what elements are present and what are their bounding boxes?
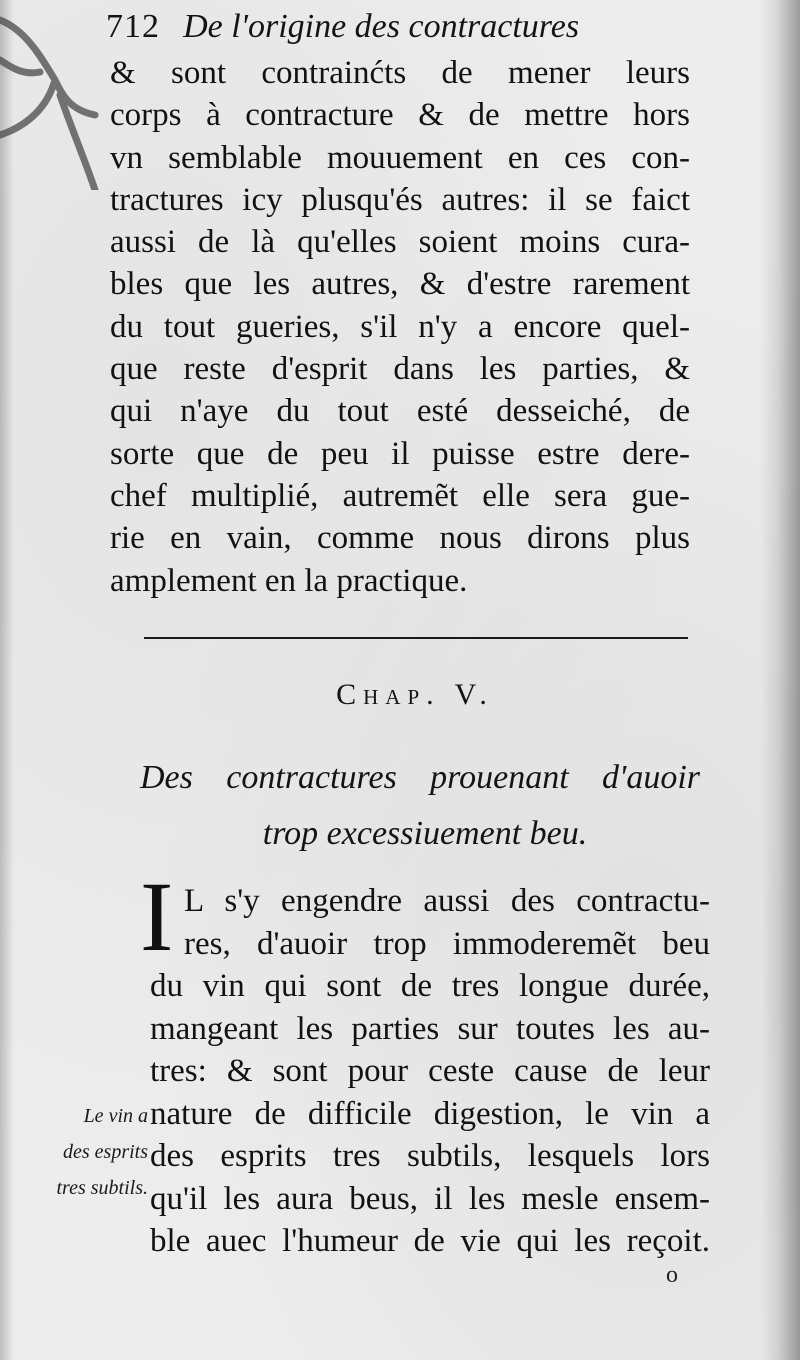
ink-stain-icon <box>0 0 110 190</box>
text-line: sorte que de peu il puisse estre dere- <box>110 435 690 472</box>
text-line: nature de difficile digestion, le vin a <box>150 1095 710 1132</box>
text-line: ble auec l'humeur de vie qui les reçoit. <box>150 1223 710 1259</box>
marginal-note-line: des esprits <box>63 1141 148 1163</box>
drop-cap: I <box>140 861 174 972</box>
text-line: des esprits tres subtils, lesquels lors <box>150 1138 710 1174</box>
text-line: tractures icy plusqu'és autres: il se faict <box>110 181 690 218</box>
marginal-note <box>8 1098 148 1206</box>
text-line: bles que les autres, & d'estre rarement <box>110 266 690 303</box>
text-line: rie en vain, comme nous dirons plus <box>110 520 690 557</box>
text-line: aussi de là qu'elles soient moins cura- <box>110 224 690 261</box>
chapter-heading: Chap. V. <box>336 678 494 711</box>
text-line: res, d'auoir trop immoderemẽt beu <box>184 925 710 962</box>
text-line: mangeant les parties sur toutes les au- <box>150 1010 710 1047</box>
text-line: corps à contracture & de mettre hors <box>110 97 690 134</box>
text-line: & sont contrainćts de mener leurs <box>110 55 690 91</box>
chapter-title-line: trop excessiuement beu. <box>262 815 588 852</box>
text-line: amplement en la practique. <box>110 562 468 599</box>
running-header <box>106 8 726 56</box>
marginal-note-line: Le vin a <box>83 1105 148 1127</box>
text-line: L s'y engendre aussi des contractu- <box>184 883 710 919</box>
text-line: vn semblable mouuement en ces con- <box>110 139 690 176</box>
text-line: du vin qui sont de tres longue durée, <box>150 968 710 1004</box>
text-line: qu'il les aura beus, il les mesle ensem- <box>150 1180 710 1217</box>
running-title: De l'origine des contractures <box>183 8 580 45</box>
catchword: o <box>666 1262 678 1288</box>
marginal-note-line: tres subtils. <box>56 1177 148 1199</box>
text-line: tres: & sont pour ceste cause de leur <box>150 1053 710 1089</box>
text-line: qui n'aye du tout esté desseiché, de <box>110 393 690 430</box>
chapter-title-line: Des contractures prouenant d'auoir <box>140 759 700 796</box>
chapter-title <box>140 750 700 862</box>
page-number: 712 <box>106 8 160 45</box>
section-divider <box>144 637 688 639</box>
chapter-paragraph <box>150 880 710 1263</box>
text-line: du tout gueries, s'il n'y a encore quel- <box>110 308 690 345</box>
body-text <box>110 52 690 602</box>
text-line: que reste d'esprit dans les parties, & <box>110 351 690 388</box>
text-line: chef multiplié, autremẽt elle sera gue- <box>110 477 690 514</box>
